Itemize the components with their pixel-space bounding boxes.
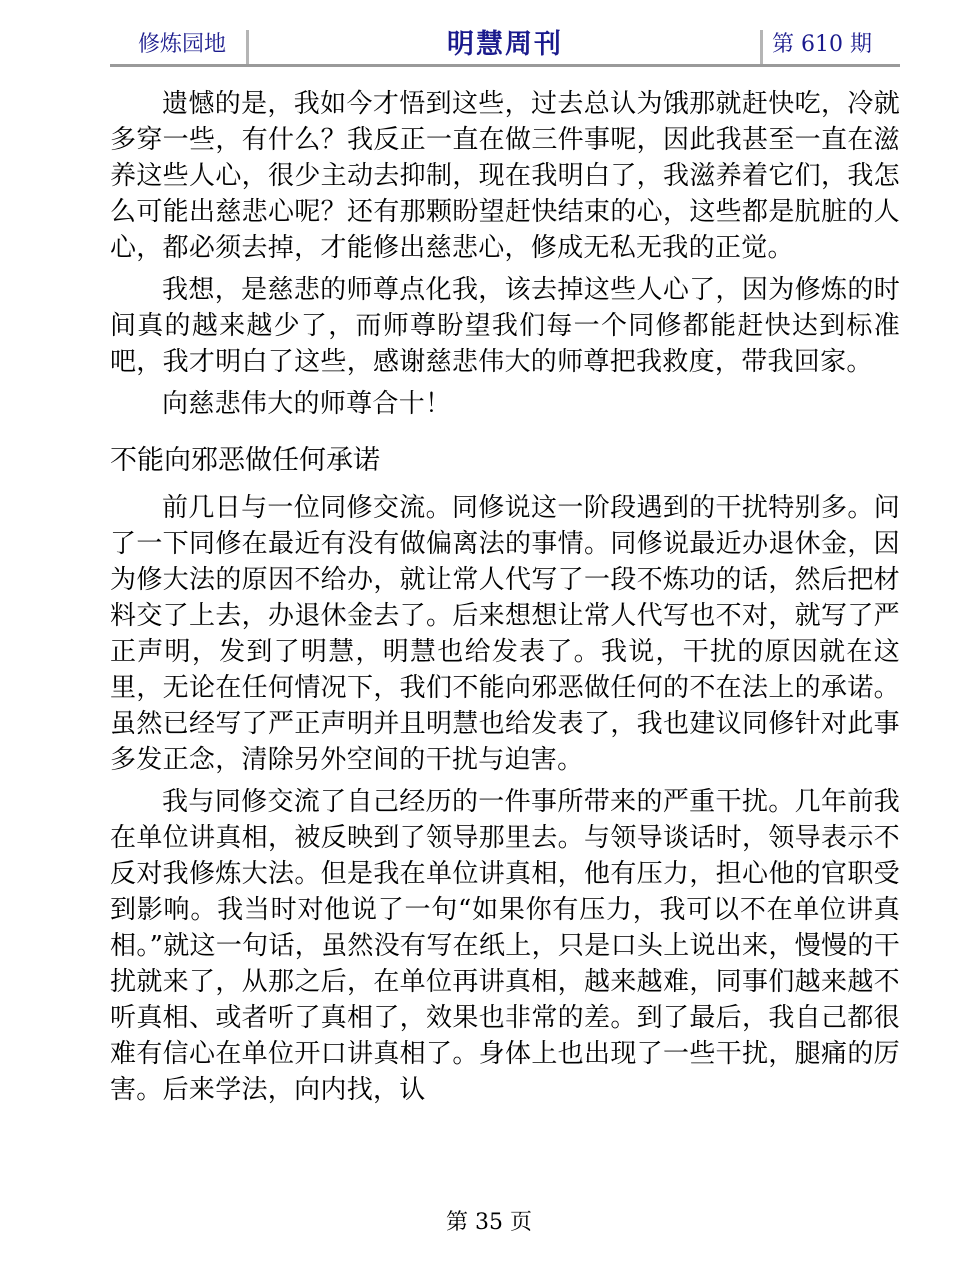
- paragraph: 我与同修交流了自己经历的一件事所带来的严重干扰。几年前我在单位讲真相，被反映到了领导那里去。与领导谈话时，领导表示不反对我修炼大法。但是我在单位讲真相，他有压力，担心他的官职受到影响。我当时对他说了一句“如果你有压力，我可以不在单位讲真相。”就这一句话，虽然没有写在纸上，只是口头上说出来，慢慢的干扰就来了，从那之后，在单位再讲真相，越来越难，同事们越来越不听真相、或者听了真相了，效果也非常的差。到了最后，我自己都很难有信心在单位开口讲真相了。身体上也出现了一些干扰，腿痛的厉害。后来学法，向内找，认: [110, 787, 900, 1105]
- paragraph: 向慈悲伟大的师尊合十！: [162, 389, 452, 419]
- header-publication-title: 明慧周刊: [447, 29, 563, 60]
- header-issue: 第 610 期: [772, 32, 872, 57]
- header-divider: [760, 30, 763, 64]
- page-content: [110, 86, 900, 1108]
- header-divider: [246, 30, 249, 64]
- header-section: 修炼园地: [138, 32, 227, 57]
- page-header: [110, 22, 900, 68]
- header-rule: [110, 64, 900, 67]
- article-title: 不能向邪恶做任何承诺: [110, 445, 380, 476]
- page-number: 第 35 页: [446, 1210, 532, 1235]
- paragraph: 前几日与一位同修交流。同修说这一阶段遇到的干扰特别多。问了一下同修在最近有没有做偏离法的事情。同修说最近办退休金，因为修大法的原因不给办，就让常人代写了一段不炼功的话，然后把材料交了上去，办退休金去了。后来想想让常人代写也不对，就写了严正声明，发到了明慧，明慧也给发表了。我说，干扰的原因就在这里，无论在任何情况下，我们不能向邪恶做任何的不在法上的承诺。虽然已经写了严正声明并且明慧也给发表了，我也建议同修针对此事多发正念，清除另外空间的干扰与迫害。: [110, 493, 900, 775]
- paragraph: 遗憾的是，我如今才悟到这些，过去总认为饿那就赶快吃，冷就多穿一些，有什么？我反正一直在做三件事呢，因此我甚至一直在滋养这些人心，很少主动去抑制，现在我明白了，我滋养着它们，我怎么可能出慈悲心呢？还有那颗盼望赶快结束的心，这些都是肮脏的人心，都必须去掉，才能修出慈悲心，修成无私无我的正觉。: [110, 89, 900, 263]
- paragraph: 我想，是慈悲的师尊点化我，该去掉这些人心了，因为修炼的时间真的越来越少了，而师尊盼望我们每一个同修都能赶快达到标准吧，我才明白了这些，感谢慈悲伟大的师尊把我救度，带我回家。: [110, 275, 900, 377]
